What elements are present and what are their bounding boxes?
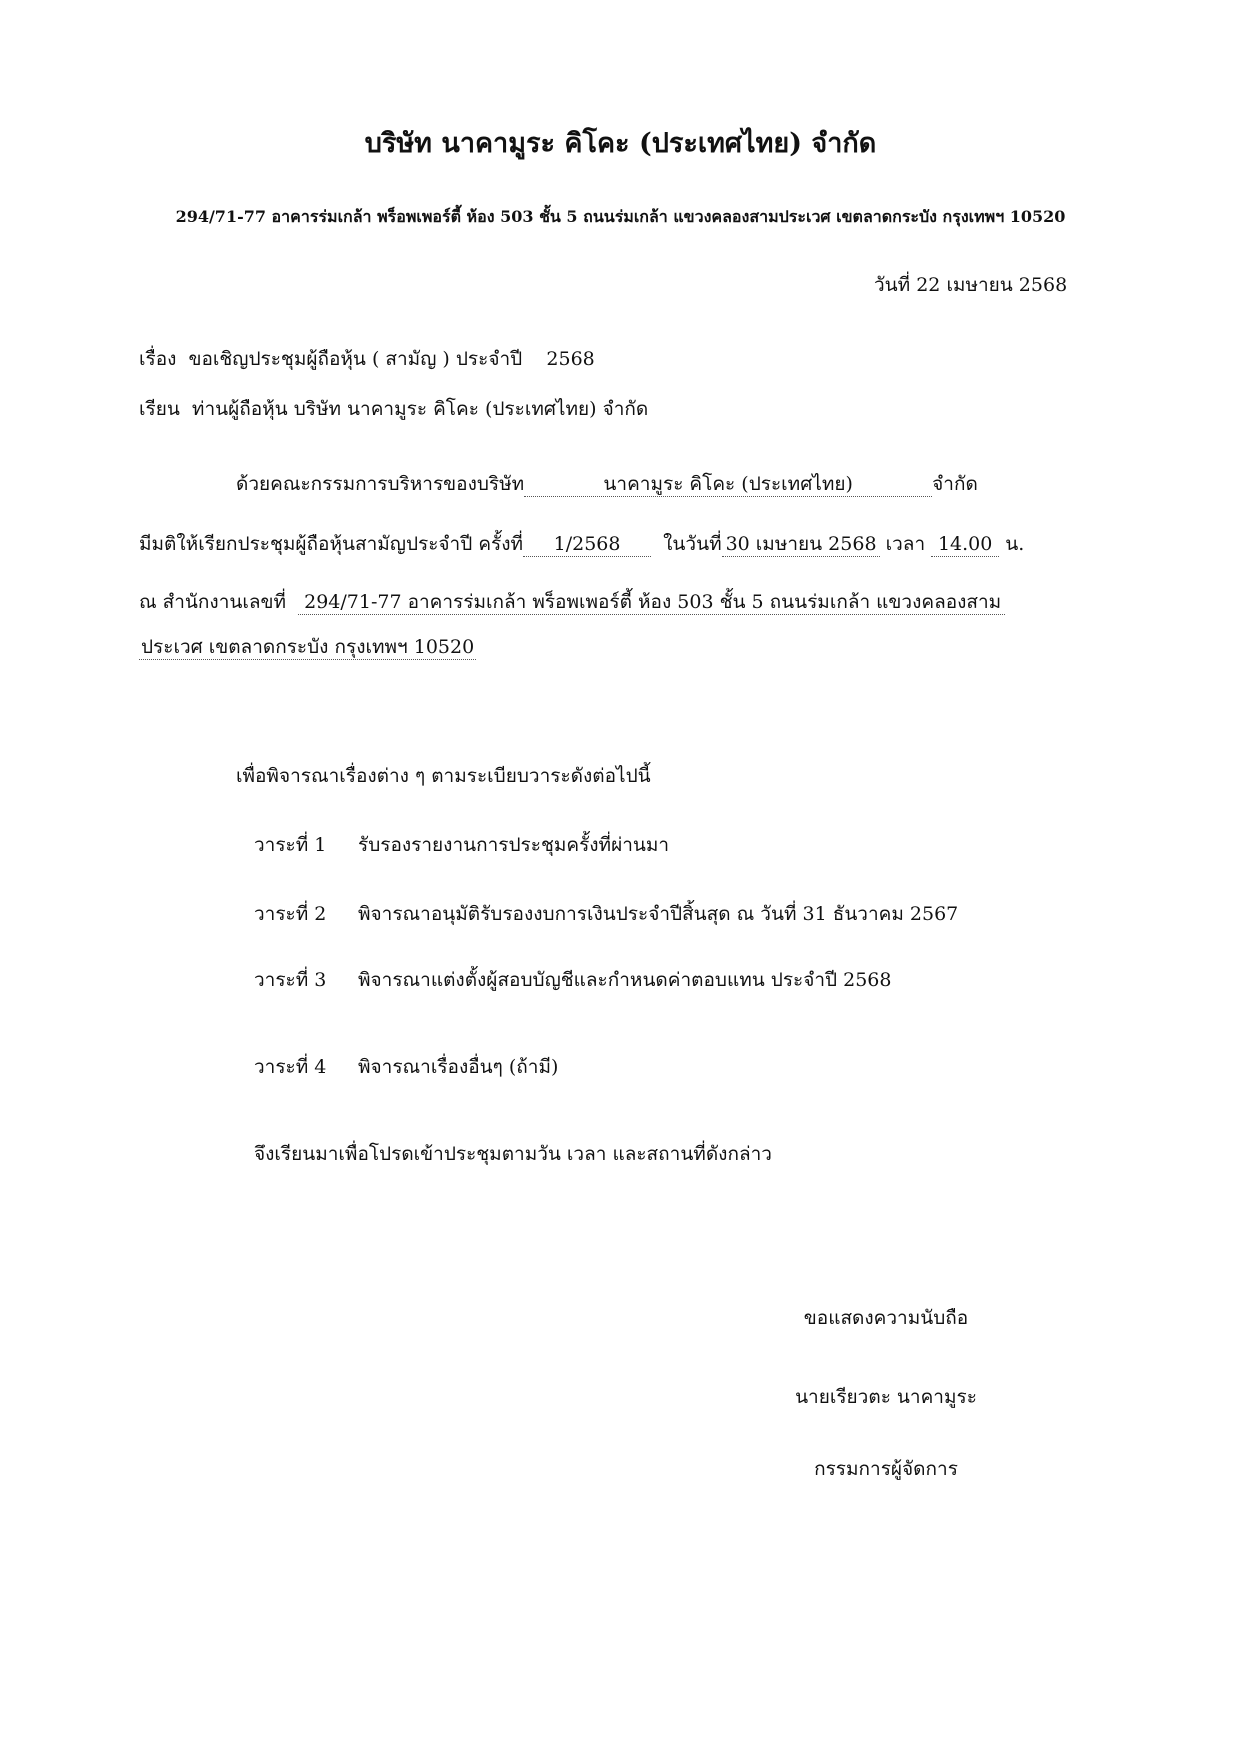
intro-suffix: จำกัด xyxy=(932,473,978,495)
recipient-text: ท่านผู้ถือหุ้น บริษัท นาคามูระ คิโคะ (ประเทศไทย) จำกัด xyxy=(191,398,649,420)
subject-year: 2568 xyxy=(546,348,595,370)
agenda-text: รับรองรายงานการประชุมครั้งที่ผ่านมา xyxy=(358,834,670,856)
intro-line-1 xyxy=(236,475,978,497)
meeting-date: 30 เมษายน 2568 xyxy=(722,535,880,557)
time-label: เวลา xyxy=(885,533,926,555)
subject-line xyxy=(139,350,595,369)
meeting-time: 14.00 xyxy=(931,535,999,557)
date-label: ในวันที่ xyxy=(663,533,722,555)
subject-label: เรื่อง xyxy=(139,348,177,370)
agenda-item xyxy=(254,1058,558,1077)
agenda-number: วาระที่ 3 xyxy=(254,969,327,991)
agenda-number: วาระที่ 2 xyxy=(254,903,327,925)
letter-date: วันที่ 22 เมษายน 2568 xyxy=(874,274,1068,296)
agenda-number: วาระที่ 4 xyxy=(254,1056,327,1078)
agenda-text: พิจารณาอนุมัติรับรองงบการเงินประจำปีสิ้นสุด ณ วันที่ 31 ธันวาคม 2567 xyxy=(358,903,959,925)
agenda-item xyxy=(254,905,958,924)
venue-line-1 xyxy=(139,593,1005,615)
agenda-text: พิจารณาเรื่องอื่นๆ (ถ้ามี) xyxy=(358,1056,559,1078)
agenda-number: วาระที่ 1 xyxy=(254,834,327,856)
agenda-intro: เพื่อพิจารณาเรื่องต่าง ๆ ตามระเบียบวาระดังต่อไปนี้ xyxy=(236,765,651,787)
venue-address-2: ประเวศ เขตลาดกระบัง กรุงเทพฯ 10520 xyxy=(141,636,475,658)
recipient-line xyxy=(139,400,648,419)
company-name: บริษัท นาคามูระ คิโคะ (ประเทศไทย) จำกัด xyxy=(364,128,877,159)
intro-line-2 xyxy=(139,535,1024,557)
venue-label: ณ สำนักงานเลขที่ xyxy=(139,591,287,613)
venue-address-1: 294/71-77 อาคารร่มเกล้า พร็อพเพอร์ตี้ ห้อง 503 ชั้น 5 ถนนร่มเกล้า แขวงคลองสาม xyxy=(298,593,1005,615)
time-unit: น. xyxy=(1005,533,1025,555)
meeting-prefix: มีมติให้เรียกประชุมผู้ถือหุ้นสามัญประจำปี ครั้งที่ xyxy=(139,533,524,555)
signatory-name: นายเรียวตะ นาคามูระ xyxy=(795,1386,977,1408)
regards: ขอแสดงความนับถือ xyxy=(803,1307,969,1329)
agenda-text: พิจารณาแต่งตั้งผู้สอบบัญชีและกำหนดค่าตอบแทน ประจำปี 2568 xyxy=(358,969,892,991)
company-filled: นาคามูระ คิโคะ (ประเทศไทย) xyxy=(524,475,932,497)
recipient-label: เรียน xyxy=(139,398,180,420)
closing-line: จึงเรียนมาเพื่อโปรดเข้าประชุมตามวัน เวลา และสถานที่ดังกล่าว xyxy=(254,1143,772,1165)
agenda-item xyxy=(254,836,669,855)
signatory-position: กรรมการผู้จัดการ xyxy=(814,1458,958,1480)
agenda-item xyxy=(254,971,891,990)
subject-text: ขอเชิญประชุมผู้ถือหุ้น ( สามัญ ) ประจำปี xyxy=(188,348,523,370)
intro-prefix: ด้วยคณะกรรมการบริหารของบริษัท xyxy=(236,473,525,495)
venue-line-2 xyxy=(139,638,476,660)
company-address: 294/71-77 อาคารร่มเกล้า พร็อพเพอร์ตี้ ห้อง 503 ชั้น 5 ถนนร่มเกล้า แขวงคลองสามประเวศ เขตลาดกระบัง กรุงเทพฯ 10520 xyxy=(175,207,1066,226)
meeting-number: 1/2568 xyxy=(523,535,651,557)
